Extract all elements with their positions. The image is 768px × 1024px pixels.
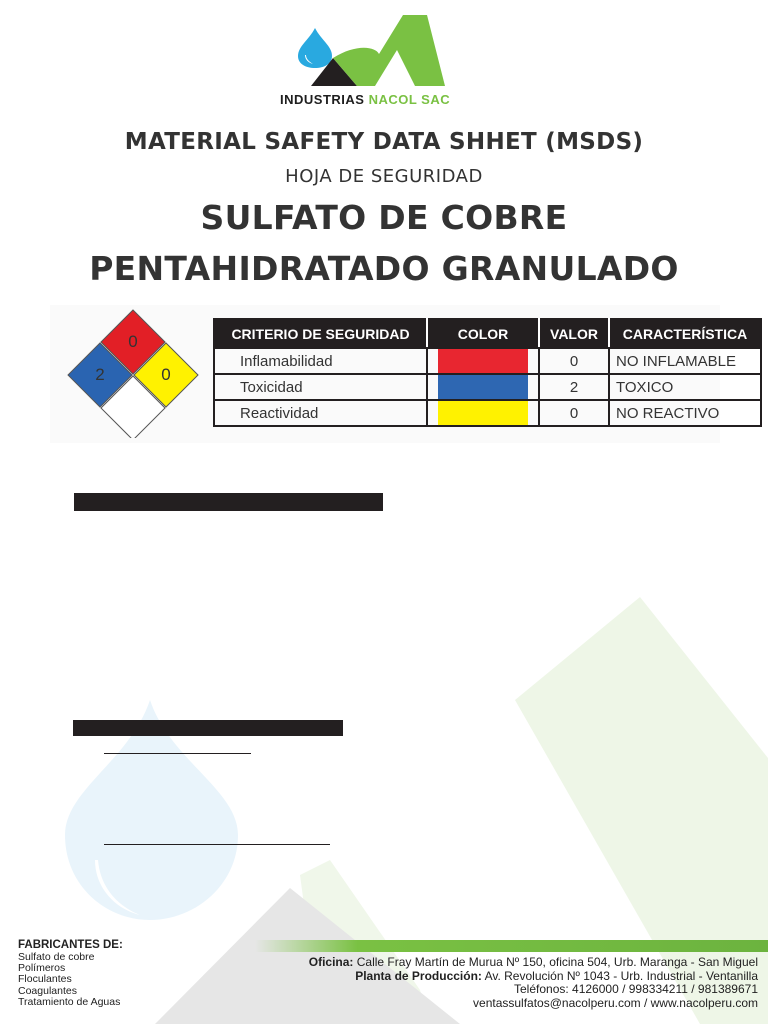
office-address xyxy=(250,956,758,970)
section-heading-bar xyxy=(74,493,383,511)
section-heading-bar xyxy=(73,720,343,736)
document-subtitle: HOJA DE SEGURIDAD xyxy=(285,166,483,187)
product-name-line1: SULFATO DE COBRE xyxy=(200,198,568,237)
footer-green-strip xyxy=(255,940,768,952)
nfpa-health-value: 2 xyxy=(95,365,105,384)
row-caracteristica: NO REACTIVO xyxy=(609,400,761,426)
table-row xyxy=(214,400,761,426)
nfpa-diamond xyxy=(60,308,210,438)
safety-criteria-table xyxy=(213,318,762,427)
list-item: Floculantes xyxy=(18,973,72,986)
nacol-logo-mark xyxy=(295,10,455,90)
table-header-row xyxy=(214,319,761,348)
row-color-cell xyxy=(427,348,539,374)
color-swatch-red xyxy=(438,349,528,373)
office-label: Oficina: xyxy=(308,955,354,969)
phone-numbers: Teléfonos: 4126000 / 998334211 / 981389671 xyxy=(514,982,758,997)
list-item: Coagulantes xyxy=(18,984,77,997)
row-valor: 0 xyxy=(539,348,609,374)
header-color: COLOR xyxy=(427,319,539,348)
list-item: Sulfato de cobre xyxy=(18,951,95,963)
row-color-cell xyxy=(427,400,539,426)
underline-rule xyxy=(104,844,330,845)
header-valor: VALOR xyxy=(539,319,609,348)
product-name-line2: PENTAHIDRATADO GRANULADO xyxy=(89,249,679,288)
plant-label: Planta de Producción: xyxy=(355,968,482,983)
row-caracteristica: NO INFLAMABLE xyxy=(609,348,761,374)
row-criterio: Reactividad xyxy=(214,400,427,426)
logo-green-n xyxy=(333,15,445,86)
underline-rule xyxy=(104,753,251,754)
company-name-part1: INDUSTRIAS xyxy=(280,92,365,107)
office-value: Calle Fray Martín de Murua Nº 150, oficina 504, Urb. Maranga - San Miguel xyxy=(353,955,758,969)
email-website: ventassulfatos@nacolperu.com / www.nacolperu.com xyxy=(473,995,758,1010)
row-valor: 2 xyxy=(539,374,609,400)
plant-address xyxy=(250,970,758,984)
nfpa-flammability-value: 0 xyxy=(128,332,138,351)
table-row xyxy=(214,348,761,374)
company-name-part2: NACOL SAC xyxy=(368,92,451,107)
list-item: Tratamiento de Aguas xyxy=(18,995,121,1008)
company-logo xyxy=(270,10,500,110)
document-title: MATERIAL SAFETY DATA SHHET (MSDS) xyxy=(124,129,644,155)
row-criterio: Inflamabilidad xyxy=(214,348,427,374)
manufacturer-heading: FABRICANTES DE: xyxy=(18,939,123,951)
row-caracteristica: TOXICO xyxy=(609,374,761,400)
row-valor: 0 xyxy=(539,400,609,426)
contact-block xyxy=(250,956,758,1010)
color-swatch-blue xyxy=(438,375,528,399)
nfpa-reactivity-value: 0 xyxy=(161,365,171,384)
water-drop-icon xyxy=(298,28,332,68)
header-criterio: CRITERIO DE SEGURIDAD xyxy=(214,319,427,348)
header-caracteristica: CARACTERÍSTICA xyxy=(609,319,761,348)
row-color-cell xyxy=(427,374,539,400)
table-row xyxy=(214,374,761,400)
manufacturer-list xyxy=(18,938,218,1008)
list-item: Polímeros xyxy=(18,962,66,975)
company-name xyxy=(280,92,500,107)
plant-value: Av. Revolución Nº 1043 - Urb. Industrial - Ventanilla xyxy=(481,968,758,983)
color-swatch-yellow xyxy=(438,401,528,425)
row-criterio: Toxicidad xyxy=(214,374,427,400)
